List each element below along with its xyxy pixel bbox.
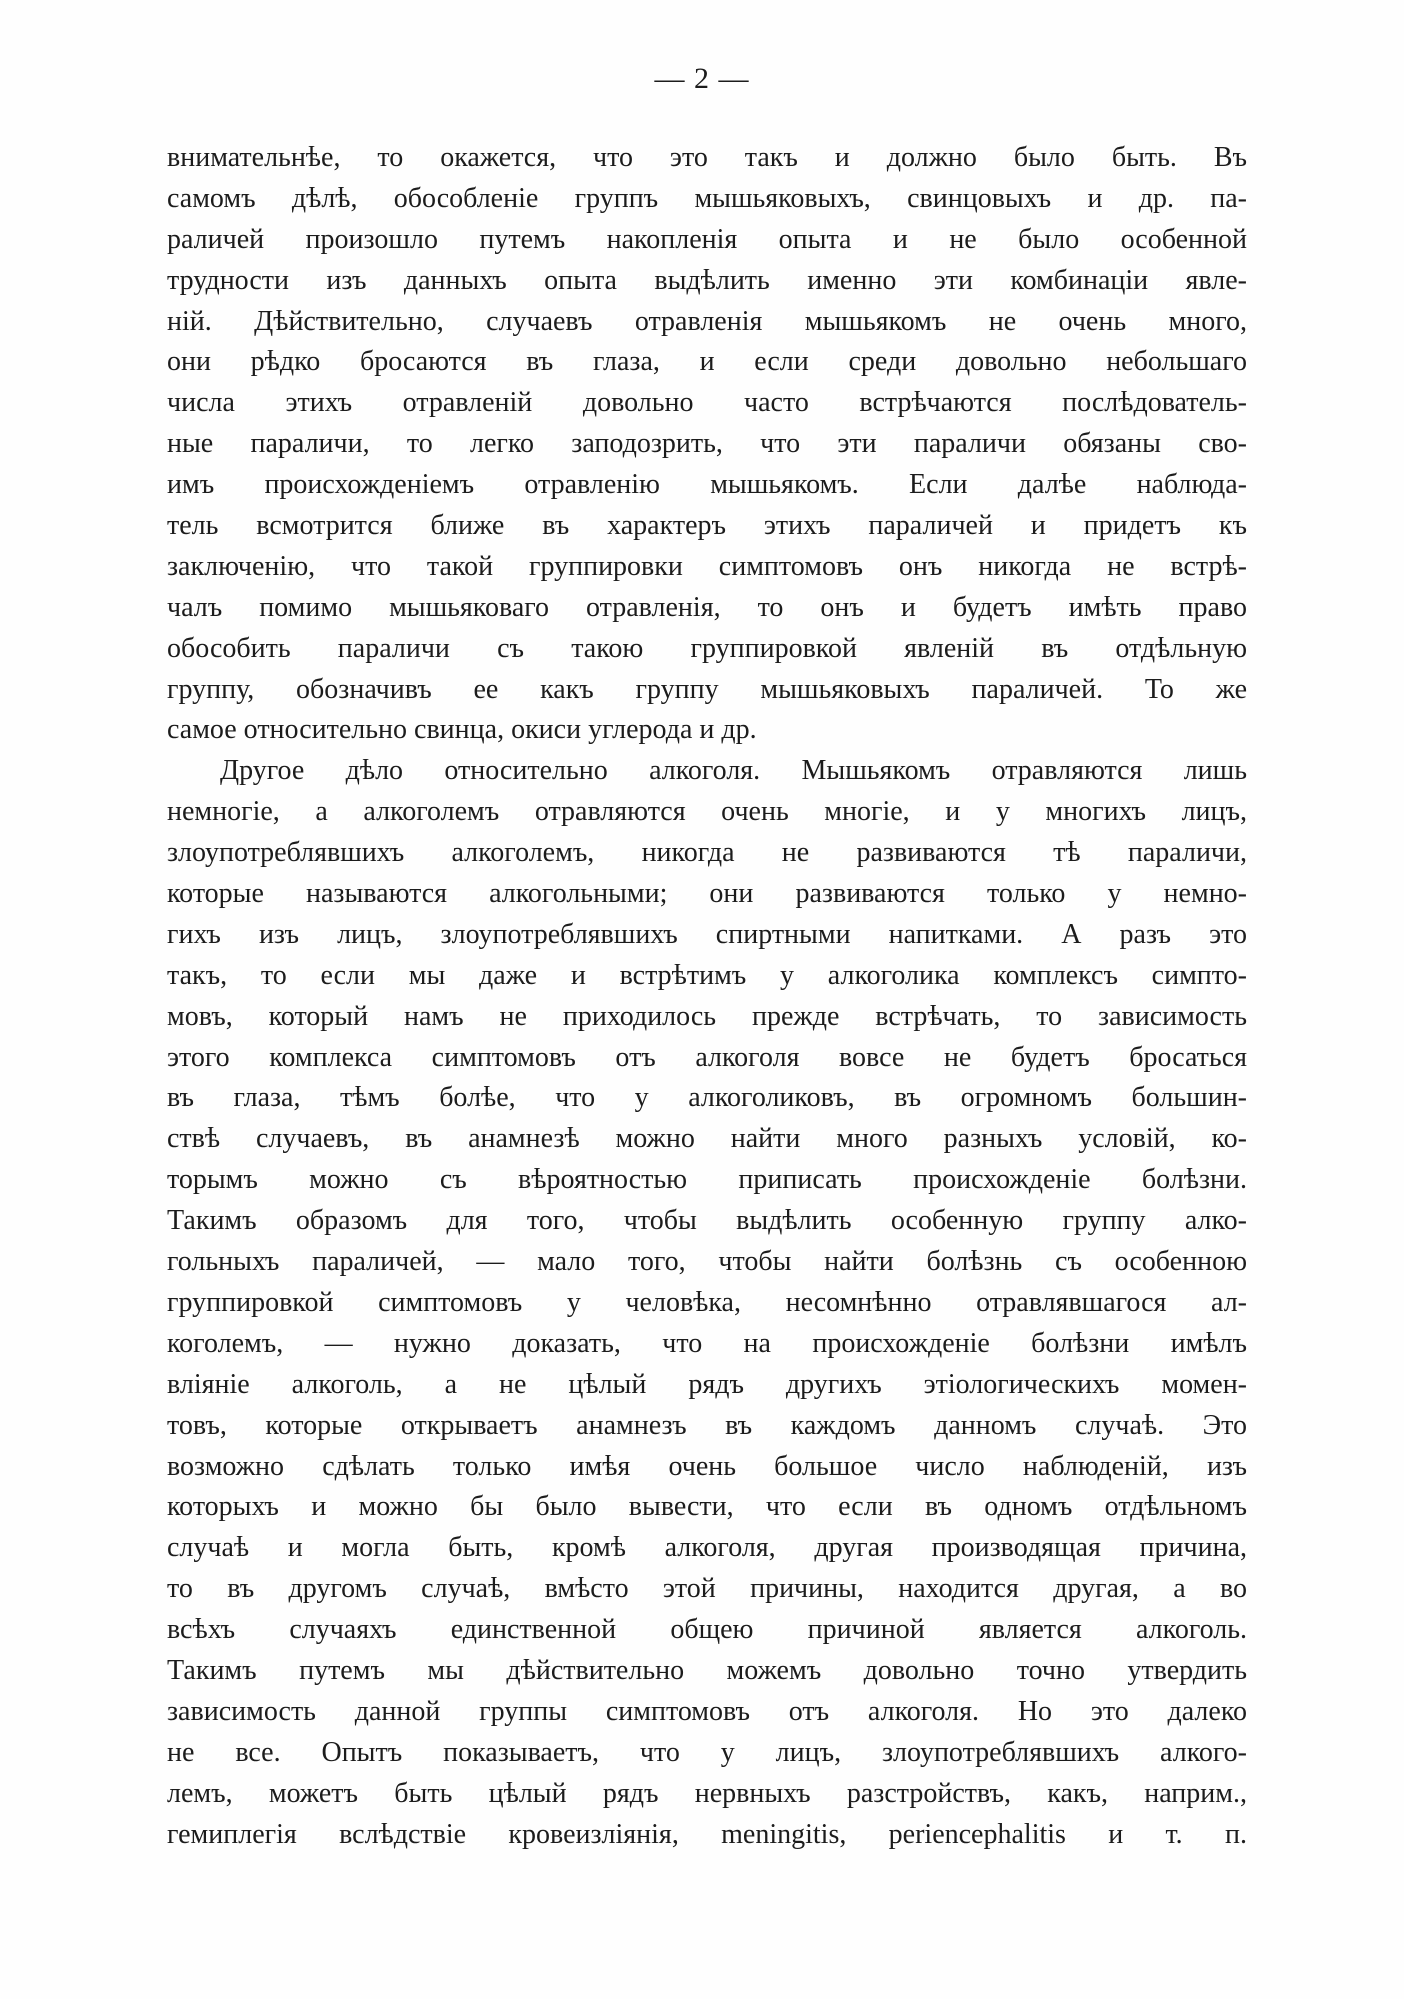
text-line: Такимъ путемъ мы дѣйствительно можемъ довольно точно утвердить [167, 1654, 1247, 1686]
text-line: чалъ помимо мышьяковаго отравленія, то онъ и будетъ имѣть право [167, 591, 1247, 623]
text-line: зависимость данной группы симптомовъ отъ алкоголя. Но это далеко [167, 1695, 1247, 1727]
text-line: всѣхъ случаяхъ единственной общею причиной является алкоголь. [167, 1614, 1247, 1646]
body-text [167, 138, 1247, 1855]
page-number: — 2 — [654, 62, 750, 95]
text-line: Такимъ образомъ для того, чтобы выдѣлить особенную группу алко- [167, 1205, 1247, 1237]
text-line: гемиплегія вслѣдствіе кровеизліянія, meningitis, periencephalitis и т. п. [167, 1818, 1247, 1850]
text-line: вліяніе алкоголь, а не цѣлый рядъ другихъ этіологическихъ момен- [167, 1368, 1247, 1400]
text-line: коголемъ, — нужно доказать, что на происхожденіе болѣзни имѣлъ [167, 1327, 1247, 1359]
paragraph-2 [167, 751, 1247, 1855]
text-line: мовъ, который намъ не приходилось прежде встрѣчать, то зависимость [167, 1000, 1247, 1032]
text-line: имъ происхожденіемъ отравленію мышьякомъ. Если далѣе наблюда- [167, 469, 1247, 501]
text-line: ній. Дѣйствительно, случаевъ отравленія мышьякомъ не очень много, [167, 305, 1247, 337]
text-line: тель всмотрится ближе въ характеръ этихъ параличей и придетъ къ [167, 510, 1247, 542]
text-line: ные параличи, то легко заподозрить, что эти параличи обязаны сво- [167, 428, 1247, 460]
text-line: товъ, которые открываетъ анамнезъ въ каждомъ данномъ случаѣ. Это [167, 1409, 1247, 1441]
text-line: внимательнѣе, то окажется, что это такъ и должно было быть. Въ [167, 142, 1247, 173]
text-line: числа этихъ отравленій довольно часто встрѣчаются послѣдователь- [167, 387, 1247, 419]
text-line: возможно сдѣлать только имѣя очень большое число наблюденій, изъ [167, 1450, 1247, 1482]
text-line: лемъ, можетъ быть цѣлый рядъ нервныхъ разстройствъ, какъ, наприм., [167, 1777, 1247, 1809]
text-line: трудности изъ данныхъ опыта выдѣлить именно эти комбинаціи явле- [167, 264, 1247, 296]
text-line: заключенію, что такой группировки симптомовъ онъ никогда не встрѣ- [167, 550, 1247, 582]
text-line: Другое дѣло относительно алкоголя. Мышьякомъ отравляются лишь [220, 755, 1247, 787]
text-line: этого комплекса симптомовъ отъ алкоголя вовсе не будетъ бросаться [167, 1041, 1247, 1073]
text-line: торымъ можно съ вѣроятностью приписать происхожденіе болѣзни. [167, 1164, 1247, 1196]
text-line: немногіе, а алкоголемъ отравляются очень многіе, и у многихъ лицъ, [167, 796, 1247, 828]
text-line: не все. Опытъ показываетъ, что у лицъ, злоупотреблявшихъ алкого- [167, 1736, 1247, 1768]
text-line: обособить параличи съ такою группировкой явленій въ отдѣльную [167, 632, 1247, 664]
text-line: такъ, то если мы даже и встрѣтимъ у алкоголика комплексъ симпто- [167, 959, 1247, 991]
text-line: въ глаза, тѣмъ болѣе, что у алкоголиковъ, въ огромномъ большин- [167, 1082, 1247, 1114]
text-line: случаѣ и могла быть, кромѣ алкоголя, другая производящая причина, [167, 1532, 1247, 1564]
paragraph-1 [167, 138, 1247, 751]
text-line: они рѣдко бросаются въ глаза, и если среди довольно небольшаго [167, 346, 1247, 378]
text-line: самомъ дѣлѣ, обособленіе группъ мышьяковыхъ, свинцовыхъ и др. па- [167, 182, 1247, 214]
text-line: раличей произошло путемъ накопленія опыта и не было особенной [167, 223, 1247, 255]
text-line: гихъ изъ лицъ, злоупотреблявшихъ спиртными напитками. А разъ это [167, 918, 1247, 950]
text-line: злоупотреблявшихъ алкоголемъ, никогда не развиваются тѣ параличи, [167, 837, 1247, 869]
text-line: самое относительно свинца, окиси углерода и др. [167, 714, 757, 746]
text-line: гольныхъ параличей, — мало того, чтобы найти болѣзнь съ особенною [167, 1246, 1247, 1278]
text-line: то въ другомъ случаѣ, вмѣсто этой причины, находится другая, а во [167, 1573, 1247, 1605]
text-line: которые называются алкогольными; они развиваются только у немно- [167, 878, 1247, 910]
text-line: которыхъ и можно бы было вывести, что если въ одномъ отдѣльномъ [167, 1491, 1247, 1523]
text-line: ствѣ случаевъ, въ анамнезѣ можно найти много разныхъ условій, ко- [167, 1123, 1247, 1155]
text-line: группу, обозначивъ ее какъ группу мышьяковыхъ параличей. То же [167, 673, 1247, 705]
text-line: группировкой симптомовъ у человѣка, несомнѣнно отравлявшагося ал- [167, 1286, 1247, 1318]
